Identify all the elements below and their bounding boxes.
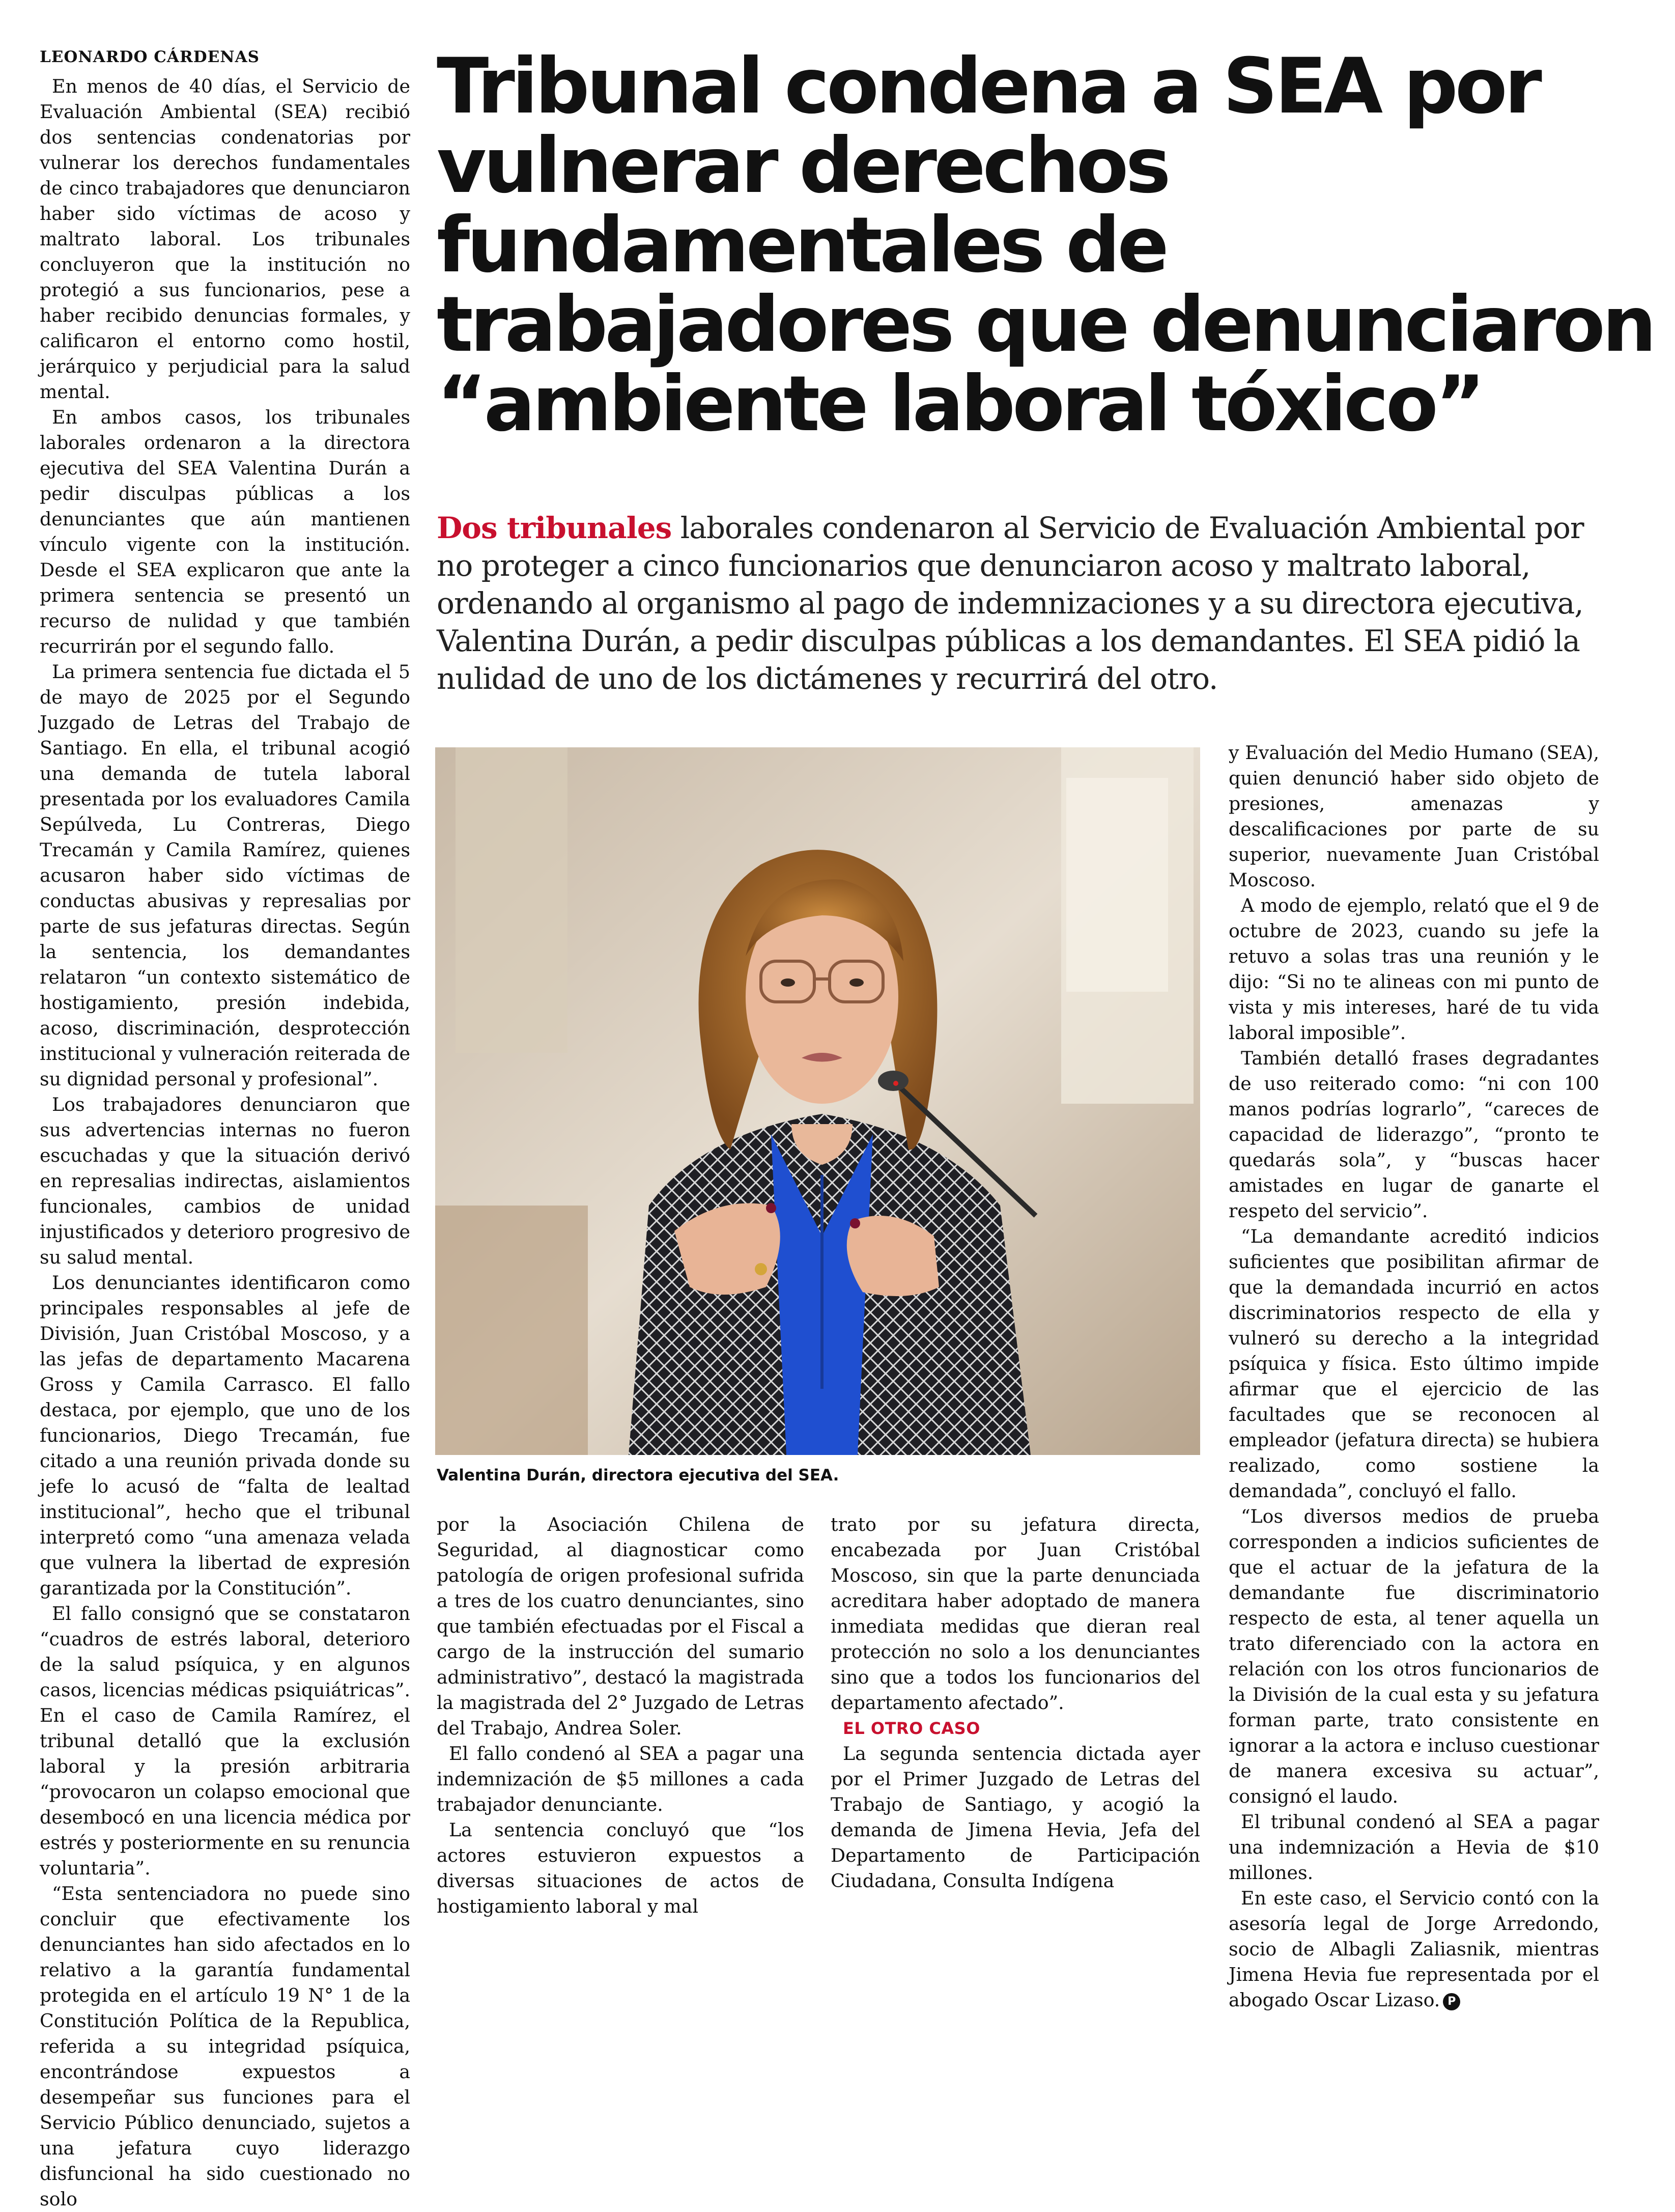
byline: LEONARDO CÁRDENAS <box>40 48 260 66</box>
col4-paragraph: y Evaluación del Medio Humano (SEA), quien denunció haber sido objeto de presiones, amenazas y descalificaciones por parte de su superior, nuevamente Juan Cristóbal Moscoso. <box>1229 742 1599 891</box>
lede <box>437 509 1587 697</box>
col4-paragraph: También detalló frases degradantes de uso reiterado como: “ni con 100 manos podrías lograrlo”, “careces de capacidad de liderazgo”, “pronto te quedarás sola”, y “buscas hacer amistades en lugar de ganarte el respeto del servicio”. <box>1229 1047 1599 1222</box>
col4-paragraph: “Los diversos medios de prueba corresponden a indicios suficientes de que el actuar de la jefatura de la demandante fue discriminatorio respecto de esta, al tener aquella un trato diferenciado con la actora en relación con los otros funcionarios de la División de la cual esta y su jefatura forman parte, trato consistente en ignorar a la actora e incluso cuestionar de manera excesiva su actuar”, consignó el laudo. <box>1229 1505 1599 1807</box>
col3-paragraph: La segunda sentencia dictada ayer por el Primer Juzgado de Letras del Trabajo de Santiago, y acogió la demanda de Jimena Hevia, Jefa del Departamento de Participación Ciudadana, Consulta Indígena <box>831 1743 1200 1892</box>
col1-paragraph: El fallo consignó que se constataron “cuadros de estrés laboral, deterioro de la salud psíquica, y en algunos casos, licencias médicas psiquiátricas”. En el caso de Camila Ramírez, el tribunal detalló que la exclusión laboral y la presión arbitraria “provocaron un colapso emocional que desembocó en una licencia médica por estrés y posteriormente en su renuncia voluntaria”. <box>40 1603 410 1879</box>
column-1 <box>40 74 410 2212</box>
col2-paragraph: La sentencia concluyó que “los actores estuvieron expuestos a diversas situaciones de actos de hostigamiento laboral y mal <box>437 1819 804 1917</box>
photo-caption: Valentina Durán, directora ejecutiva del SEA. <box>437 1466 839 1485</box>
col3-paragraph: trato por su jefatura directa, encabezada por Juan Cristóbal Moscoso, sin que la parte denunciada acreditara haber adoptado de manera inmediata medidas que dieran real protección no solo a los denunciantes sino que a todos los funcionarios del departamento afectado”. <box>831 1514 1200 1714</box>
col1-paragraph: Los trabajadores denunciaron que sus advertencias internas no fueron escuchadas y que la situación derivó en represalias indirectas, aislamientos funcionales, cambios de unidad injustificados y deterioro progresivo de su salud mental. <box>40 1094 410 1268</box>
col1-paragraph: “Esta sentenciadora no puede sino concluir que efectivamente los denunciantes han sido afectados en lo relativo a la garantía fundamental protegida en el artículo 19 N° 1 de la Constitución Política de la Republica, referida a su integridad psíquica, encontrándose expuestos a desempeñar sus funciones para el Servicio Público denunciado, sujetos a una jefatura cuyo liderazgo disfuncional ha sido cuestionado no solo <box>40 1883 410 2210</box>
col4-paragraph: En este caso, el Servicio contó con la asesoría legal de Jorge Arredondo, socio de Albagli Zaliasnik, mientras Jimena Hevia fue representada por el abogado Oscar Lizaso. P <box>1229 1887 1599 2011</box>
column-3 <box>831 1512 1200 1894</box>
column-2 <box>437 1512 804 1919</box>
col4-paragraph: “La demandante acreditó indicios suficientes que posibilitan afirmar de que la demandada incurrió en actos discriminatorios respecto de ella y vulneró su derecho a la integridad psíquica y física. Esto último impide afirmar que el ejercicio de las facultades que se reconocen al empleador (jefatura directa) se hubiera realizado, como sostiene la demandada”, concluyó el fallo. <box>1229 1225 1599 1502</box>
section-subhead: EL OTRO CASO <box>843 1719 980 1738</box>
headline: Tribunal condena a SEA por vulnerar derechos fundamentales de trabajadores que denunciaron “ambiente laboral tóxico” <box>437 42 1654 449</box>
col2-paragraph: El fallo condenó al SEA a pagar una indemnización de $5 millones a cada trabajador denunciante. <box>437 1743 804 1815</box>
article-photo <box>435 747 1200 1455</box>
portrait-illustration <box>435 747 1200 1455</box>
lede-text: laborales condenaron al Servicio de Evaluación Ambiental por no proteger a cinco funcionarios que denunciaron acoso y maltrato laboral, ordenando al organismo al pago de indemnizaciones y a su directora ejecutiva, Valentina Durán, a pedir disculpas públicas a los demandantes. El SEA pidió la nulidad de uno de los dictámenes y recurrirá del otro. <box>437 511 1584 696</box>
col1-paragraph: La primera sentencia fue dictada el 5 de mayo de 2025 por el Segundo Juzgado de Letras del Trabajo de Santiago. En ella, el tribunal acogió una demanda de tutela laboral presentada por los evaluadores Camila Sepúlveda, Lu Contreras, Diego Trecamán y Camila Ramírez, quienes acusaron haber sido víctimas de conductas abusivas y represalias por parte de sus jefaturas directas. Según la sentencia, los demandantes relataron “un contexto sistemático de hostigamiento, presión indebida, acoso, discriminación, desprotección institucional y vulneración reiterada de su dignidad personal y profesional”. <box>40 661 410 1090</box>
col1-paragraph: Los denunciantes identificaron como principales responsables al jefe de División, Juan Cristóbal Moscoso, y a las jefas de departamento Macarena Gross y Camila Carrasco. El fallo destaca, por ejemplo, que uno de los funcionarios, Diego Trecamán, fue citado a una reunión privada donde su jefe lo acusó de “falta de lealtad institucional”, hecho que el tribunal interpretó como “una amenaza velada que vulnera la libertad de expresión garantizada por la Constitución”. <box>40 1272 410 1599</box>
column-4 <box>1229 740 1599 2013</box>
col1-paragraph: En menos de 40 días, el Servicio de Evaluación Ambiental (SEA) recibió dos sentencias condenatorias por vulnerar los derechos fundamentales de cinco trabajadores que denunciaron haber sido víctimas de acoso y maltrato laboral. Los tribunales concluyeron que la institución no protegió a sus funcionarios, pese a haber recibido denuncias formales, y calificaron el entorno como hostil, jerárquico y perjudicial para la salud mental. <box>40 75 410 403</box>
lede-kicker: Dos tribunales <box>437 511 672 545</box>
col1-paragraph: En ambos casos, los tribunales laborales ordenaron a la directora ejecutiva del SEA Valentina Durán a pedir disculpas públicas a los denunciantes que aún mantienen vínculo vigente con la institución. Desde el SEA explicaron que ante la primera sentencia se presentó un recurso de nulidad y que también recurrirán por el segundo fallo. <box>40 406 410 657</box>
col4-paragraph: El tribunal condenó al SEA a pagar una indemnización a Hevia de $10 millones. <box>1229 1811 1599 1884</box>
publication-logo-icon: P <box>1443 1993 1460 2010</box>
col4-paragraph: A modo de ejemplo, relató que el 9 de octubre de 2023, cuando su jefe la retuvo a solas tras una reunión y le dijo: “Si no te alineas con mi punto de vista y mis intereses, haré de tu vida laboral imposible”. <box>1229 894 1599 1044</box>
col2-paragraph: por la Asociación Chilena de Seguridad, al diagnosticar como patología de origen profesional sufrida a tres de los cuatro denunciantes, sino que también efectuadas por el Fiscal a cargo de la instrucción del sumario administrativo”, destacó la magistrada la magistrada del 2° Juzgado de Letras del Trabajo, Andrea Soler. <box>437 1514 804 1739</box>
